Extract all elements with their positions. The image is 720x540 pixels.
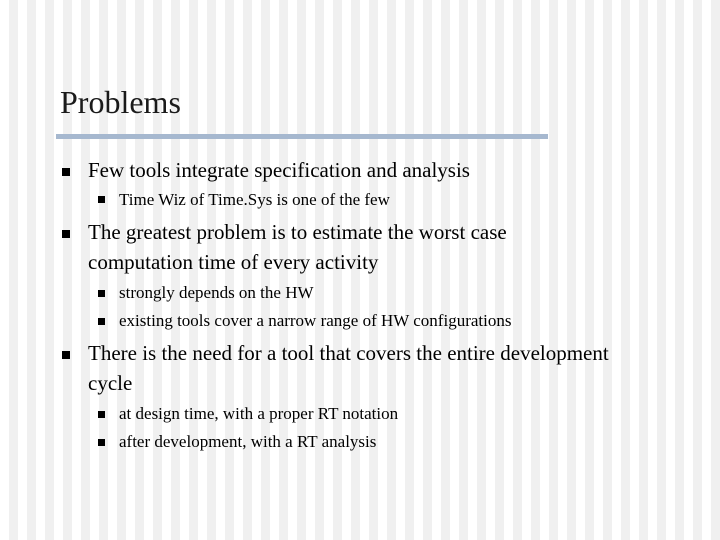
- square-bullet-icon: [98, 290, 105, 297]
- sub-bullet-text: Time Wiz of Time.Sys is one of the few: [119, 190, 390, 209]
- square-bullet-icon: [98, 439, 105, 446]
- bullet-text-continued: cycle: [88, 371, 133, 395]
- square-bullet-icon: [62, 230, 70, 238]
- square-bullet-icon: [98, 196, 105, 203]
- square-bullet-icon: [98, 411, 105, 418]
- slide-title: Problems: [60, 84, 181, 120]
- bullet-text: The greatest problem is to estimate the worst case: [88, 220, 507, 244]
- sub-bullet-text: strongly depends on the HW: [119, 283, 314, 302]
- sub-bullet-text: after development, with a RT analysis: [119, 432, 377, 451]
- square-bullet-icon: [62, 351, 70, 359]
- square-bullet-icon: [98, 318, 105, 325]
- sub-bullet-text: at design time, with a proper RT notation: [119, 404, 399, 423]
- sub-bullet-text: existing tools cover a narrow range of HW configurations: [119, 311, 512, 330]
- square-bullet-icon: [62, 168, 70, 176]
- bullet-text-continued: computation time of every activity: [88, 250, 379, 274]
- bullet-text: Few tools integrate specification and analysis: [88, 158, 470, 182]
- bullet-text: There is the need for a tool that covers the entire development: [88, 341, 609, 365]
- title-underline: [56, 134, 548, 139]
